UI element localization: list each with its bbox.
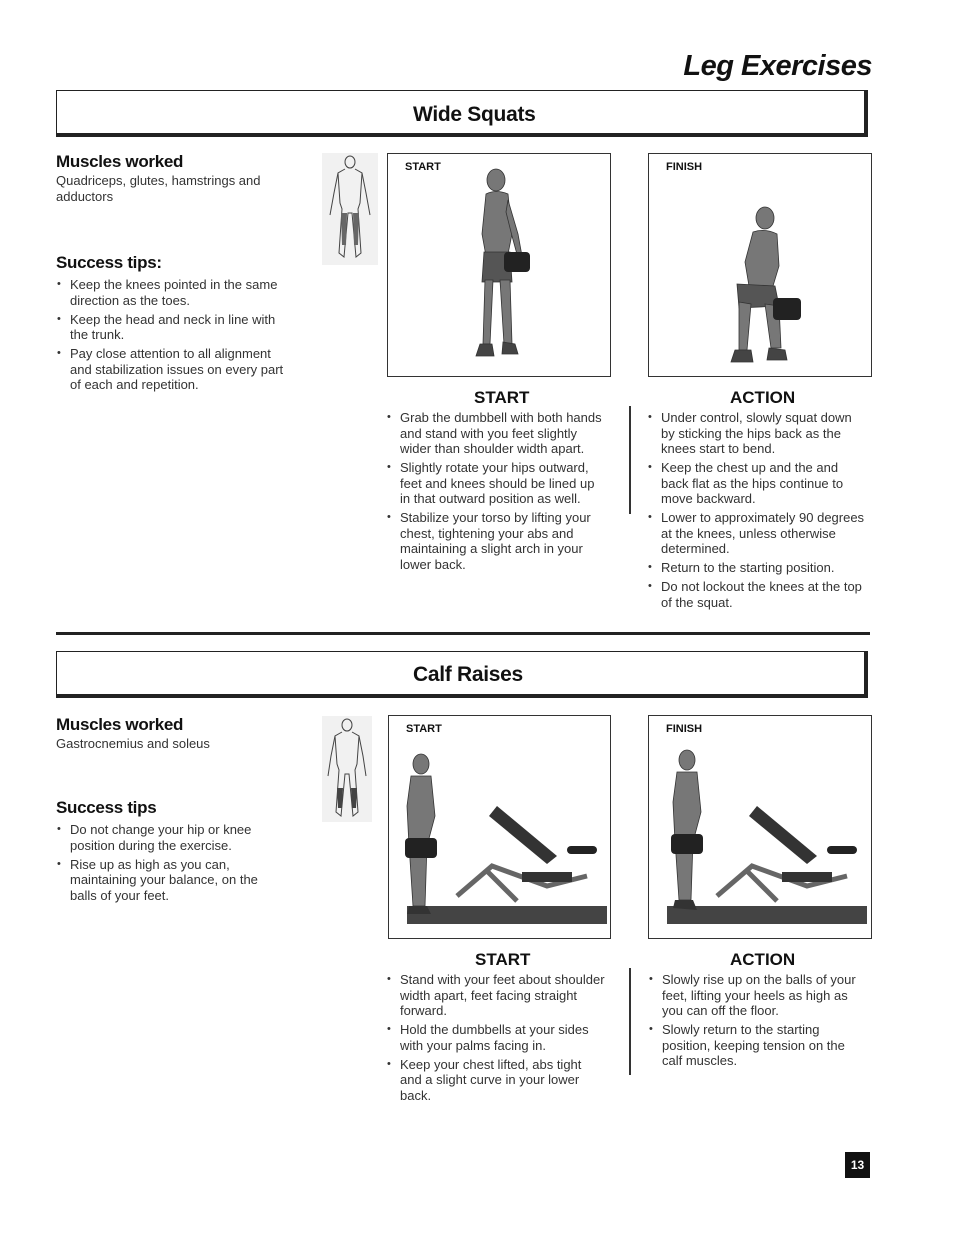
start-photo xyxy=(388,715,611,939)
muscles-heading: Muscles worked xyxy=(56,152,184,171)
action-steps xyxy=(648,972,868,1072)
start-photo-label: START xyxy=(405,161,441,173)
finish-photo xyxy=(648,153,872,377)
column-divider xyxy=(629,968,631,1075)
start-step: • Keep your chest lifted, abs tight and a slight curve in your lower back. xyxy=(386,1057,606,1104)
start-step: • Stabilize your torso by lifting your chest, tightening your abs and maintaining a slight arch in your lower back. xyxy=(386,510,606,572)
action-steps xyxy=(647,410,867,614)
finish-photo-label: FINISH xyxy=(666,723,703,735)
calf-raises-tips xyxy=(56,798,276,907)
column-divider xyxy=(629,406,631,514)
action-step: • Under control, slowly squat down by sticking the hips back as the knees start to bend. xyxy=(647,410,867,457)
anatomy-back-figure xyxy=(322,716,372,822)
action-heading: ACTION xyxy=(730,950,796,969)
start-photo xyxy=(387,153,611,377)
action-step: • Keep the chest up and the and back flat as the hips continue to move backward. xyxy=(647,460,867,507)
start-steps xyxy=(386,972,606,1107)
tip-item: • Keep the knees pointed in the same direction as the toes. xyxy=(56,277,292,308)
action-step: • Slowly rise up on the balls of your feet, lifting your heels as high as you can off the floor. xyxy=(648,972,868,1019)
tip-item: • Rise up as high as you can, maintaining your balance, on the balls of your feet. xyxy=(56,857,276,904)
finish-photo-label: FINISH xyxy=(666,161,703,173)
start-heading: START xyxy=(474,388,530,407)
start-step: • Hold the dumbbells at your sides with your palms facing in. xyxy=(386,1022,606,1053)
tips-heading: Success tips: xyxy=(56,253,162,272)
section-divider xyxy=(56,632,870,635)
squat-finish-person-image xyxy=(719,204,819,374)
wide-squats-title: Wide Squats xyxy=(413,103,536,126)
calf-raises-muscles xyxy=(56,715,296,752)
start-photo-label: START xyxy=(406,723,442,735)
action-heading: ACTION xyxy=(730,388,796,407)
calf-finish-person-bench-image xyxy=(657,744,867,936)
start-step: • Grab the dumbbell with both hands and stand with you feet slightly wider than shoulder width apart. xyxy=(386,410,606,457)
start-step: • Slightly rotate your hips outward, feet and knees should be lined up in that outward position as well. xyxy=(386,460,606,507)
action-step: • Do not lockout the knees at the top of the squat. xyxy=(647,579,867,610)
tip-item: • Keep the head and neck in line with the trunk. xyxy=(56,312,292,343)
muscles-heading: Muscles worked xyxy=(56,715,184,734)
muscles-text: Quadriceps, glutes, hamstrings and adductors xyxy=(56,173,261,204)
wide-squats-tips xyxy=(56,253,292,396)
muscles-text: Gastrocnemius and soleus xyxy=(56,736,210,751)
tips-heading: Success tips xyxy=(56,798,157,817)
squat-start-person-image xyxy=(458,164,548,374)
start-step: • Stand with your feet about shoulder width apart, feet facing straight forward. xyxy=(386,972,606,1019)
action-step: • Return to the starting position. xyxy=(647,560,867,576)
finish-photo xyxy=(648,715,872,939)
calf-raises-header xyxy=(56,651,868,698)
start-heading: START xyxy=(475,950,531,969)
tip-item: • Pay close attention to all alignment and stabilization issues on every part of each and repetition. xyxy=(56,346,292,393)
wide-squats-muscles xyxy=(56,152,296,205)
wide-squats-header xyxy=(56,90,868,137)
tip-item: • Do not change your hip or knee position during the exercise. xyxy=(56,822,276,853)
page-title: Leg Exercises xyxy=(683,50,872,82)
start-steps xyxy=(386,410,606,576)
page-number: 13 xyxy=(845,1152,870,1178)
calf-start-person-bench-image xyxy=(397,746,607,936)
action-step: • Slowly return to the starting position, keeping tension on the calf muscles. xyxy=(648,1022,868,1069)
action-step: • Lower to approximately 90 degrees at the knees, unless otherwise determined. xyxy=(647,510,867,557)
anatomy-front-figure xyxy=(322,153,378,265)
calf-raises-title: Calf Raises xyxy=(413,663,523,686)
